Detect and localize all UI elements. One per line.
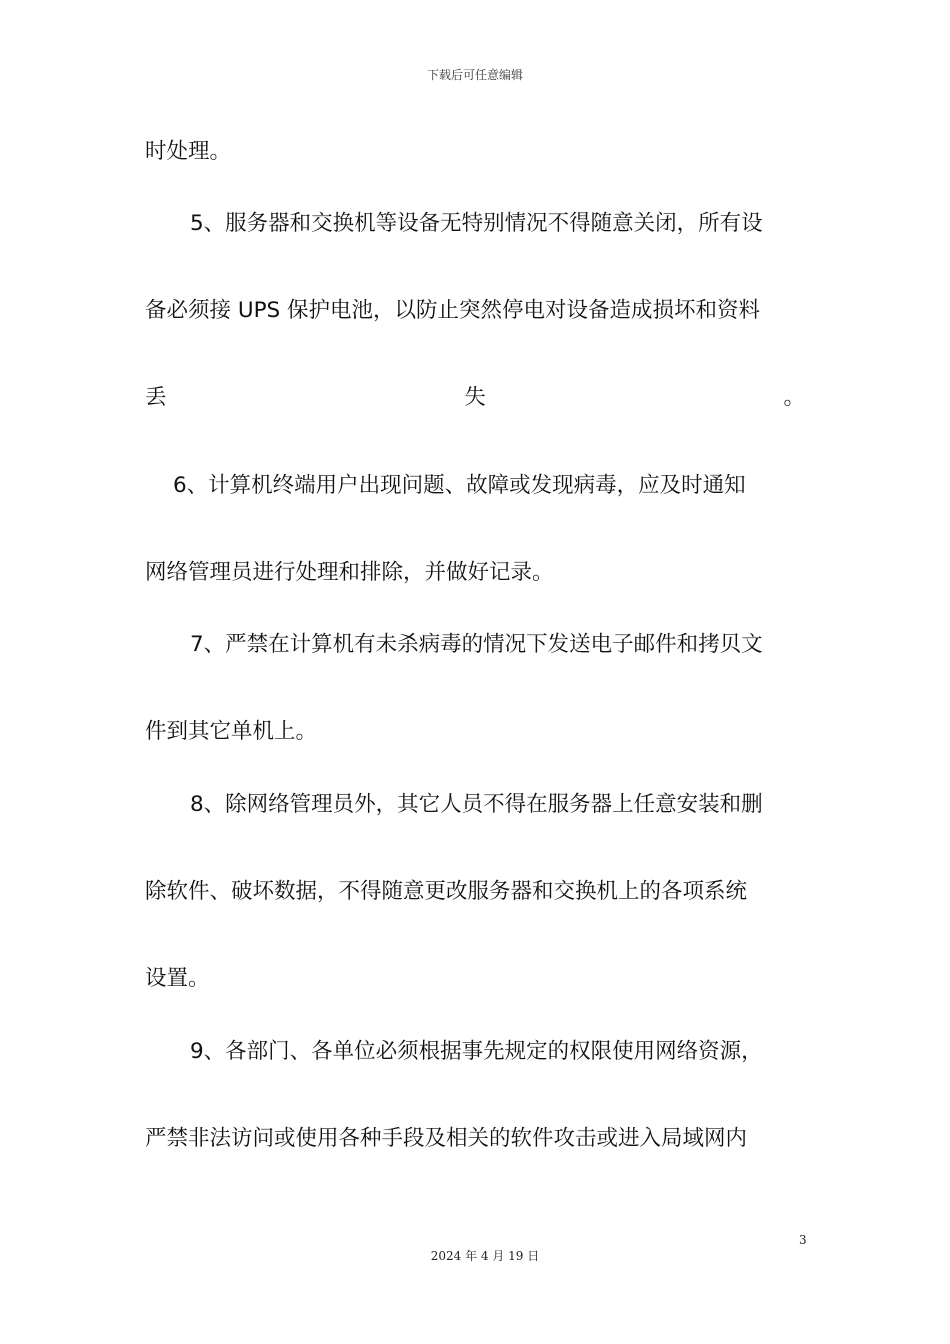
body-line-6: 网络管理员进行处理和排除，并做好记录。 — [145, 560, 554, 585]
body-line-8: 件到其它单机上。 — [145, 719, 318, 744]
footer-date: 2024 年 4 月 19 日 — [430, 1249, 540, 1263]
body-line-7: 7、严禁在计算机有未杀病毒的情况下发送电子邮件和拷贝文 — [190, 632, 763, 657]
body-line-9: 8、除网络管理员外，其它人员不得在服务器上任意安装和删 — [190, 792, 763, 817]
body-line-11: 设置。 — [145, 966, 210, 991]
page-number: 3 — [799, 1233, 807, 1247]
page-header: 下载后可任意编辑 — [426, 68, 523, 82]
body-line-3: 备必须接 UPS 保护电池，以防止突然停电对设备造成损坏和资料 — [145, 298, 761, 323]
body-line-2: 5、服务器和交换机等设备无特别情况不得随意关闭，所有设 — [190, 211, 763, 236]
body-line-5: 6、计算机终端用户出现问题、故障或发现病毒，应及时通知 — [173, 473, 746, 498]
spread-char-3: 。 — [783, 385, 805, 410]
body-line-10: 除软件、破坏数据，不得随意更改服务器和交换机上的各项系统 — [145, 879, 748, 904]
spread-char-1: 丢 — [145, 385, 167, 410]
spread-char-2: 失 — [464, 385, 486, 410]
body-line-1: 时处理。 — [145, 139, 232, 164]
body-line-13: 严禁非法访问或使用各种手段及相关的软件攻击或进入局域网内 — [145, 1126, 748, 1151]
body-line-12: 9、各部门、各单位必须根据事先规定的权限使用网络资源， — [190, 1039, 763, 1064]
body-line-4-justified — [145, 384, 805, 412]
